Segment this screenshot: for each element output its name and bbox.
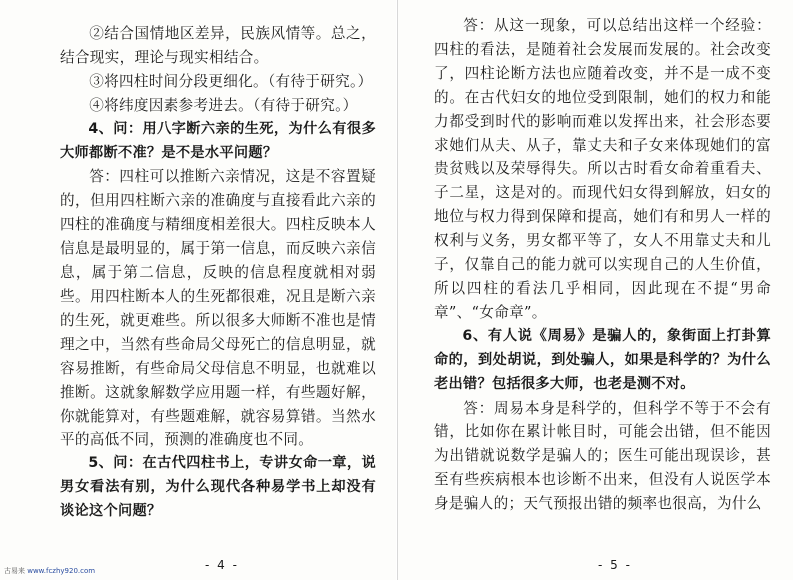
left-paragraph-1: ②结合国情地区差异，民族风情等。总之，结合现实，理论与现实相结合。: [60, 25, 376, 66]
left-page: [0, 0, 396, 580]
answer-6: 答：周易本身是科学的，但科学不等于不会有错，比如你在累计帐目时，可能会出错，但不能因为出错就说数学是骗人的；医生可能出现误诊，甚至有些疾病根本也诊断不出来，但没有人说医学本身是骗人的；天气预报出错的频率也很高，为什么: [434, 399, 771, 513]
answer-5: 答：从这一现象，可以总结出这样一个经验：四柱的看法，是随着社会发展而发展的。社会改变了，四柱论断方法也应随着改变，并不是一成不变的。在古代妇女的地位受到限制，她们的权力和能力都受到时代的影响而难以发挥出来，社会形态要求她们从夫、从子，靠丈夫和子女来体现她们的富贵贫贱以及荣辱得失。所以古时看女命着重看夫、子二星，这是对的。而现代妇女得到解放，妇女的地位与权力得到保障和提高，她们有和男人一样的权利与义务，男女都平等了，女人不用靠丈夫和儿子，仅靠自己的能力就可以实现自己的人生价值，所以四柱的看法几乎相同，因此现在不提“男命章”、“女命章”。: [434, 17, 771, 321]
left-paragraph-2: ③将四柱时间分段更细化。（有待于研究。）: [89, 72, 373, 90]
question-5: 5、问：在古代四柱书上，专讲女命一章，说男女看法有别，为什么现代各种易学书上却没有谈论这个问题？: [60, 455, 376, 520]
left-paragraph-3: ④将纬度因素参考进去。（有待于研究。）: [89, 96, 358, 114]
watermark-prefix: 古易来: [4, 567, 25, 575]
watermark-url: www.fczhy920.com: [27, 567, 96, 575]
question-6: 6、有人说《周易》是骗人的，象街面上打卦算命的，到处胡说，到处骗人，如果是科学的？为什么老出错？包括很多大师，也老是测不对。: [434, 327, 771, 392]
page-number-right: - 5 -: [598, 558, 632, 572]
right-page: [397, 0, 793, 580]
page-number-left: - 4 -: [205, 558, 239, 572]
question-4: 4、问：用八字断六亲的生死，为什么有很多大师都断不准？是不是水平问题？: [60, 120, 376, 161]
watermark: [4, 566, 95, 576]
answer-4: 答：四柱可以推断六亲情况，这是不容置疑的，但用四柱断六亲的准确度与直接看此六亲的四柱的准确度与精细度相差很大。四柱反映本人信息是最明显的，属于第一信息，而反映六亲信息，属于第二信息，反映的信息程度就相对弱些。用四柱断本人的生死都很难，况且是断六亲的生死，就更难些。所以很多大师断不准也是情理之中，当然有些命局父母死亡的信息明显，就容易推断，有些命局父母信息不明显，也就难以推断。这就象解数学应用题一样，有些题好解，你就能算对，有些题难解，就容易算错。当然水平的高低不同，预测的准确度也不同。: [60, 168, 376, 449]
